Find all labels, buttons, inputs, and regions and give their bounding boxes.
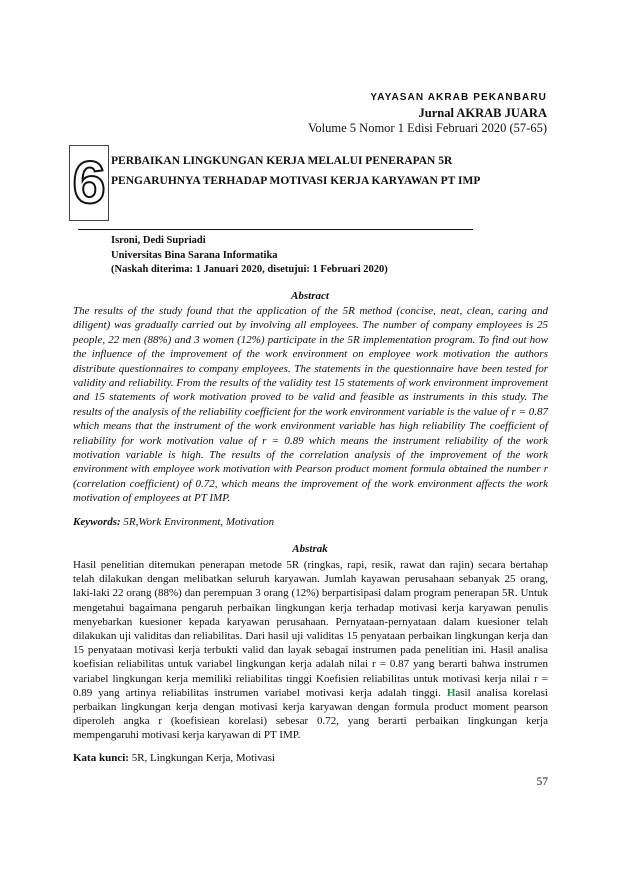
author-block	[111, 234, 388, 278]
keywords-english	[73, 516, 274, 528]
abstract-english-body: The results of the study found that the application of the 5R method (concise, neat, clean, caring and diligent) was gradually carried out by involving all employees. The number of company employees is 25 people, 22 men (88%) and 3 women (12%) participate in the 5R implementation program. To find out how the influence of the improvement of the work environment on employee work motivation the authors distribute questionnaires to company employees. The statements in the questionnaire have been tested for validity and reliability. From the results of the validity test 15 statements of work environment improvement and 15 statements of work motivation proved to be valid and feasible as instruments in this study. The results of the analysis of the reliability coefficient for the work environment variable is the value of r = 0.87 which means that the instrument of the work environment variable has high reliability The coefficient of reliability for work motivation value of r = 0.89 which means the instrument reliability of the work motivation variable is high. The results of the correlation analysis of the improvement of the work environment with employee work motivation with Pearson product moment formula obtained the number r (correlation coefficient) of 0.72, which means the improvement of the work environment affects the work motivation of employees at PT IMP.	[73, 305, 548, 505]
chapter-number: 6	[72, 149, 106, 216]
title-line-2: PENGARUHNYA TERHADAP MOTIVASI KERJA KARYAWAN PT IMP	[111, 175, 481, 187]
journal-name: Jurnal AKRAB JUARA	[418, 106, 547, 120]
page-number: 57	[536, 776, 548, 788]
volume-info: Volume 5 Nomor 1 Edisi Februari 2020 (57-65)	[308, 121, 547, 135]
abstrak-heading: Abstrak	[292, 543, 328, 555]
title-line-1: PERBAIKAN LINGKUNGAN KERJA MELALUI PENERAPAN 5R	[111, 155, 453, 167]
abstrak-part-1: Hasil penelitian ditemukan penerapan metode 5R (ringkas, rapi, resik, rawat dan rajin) secara bertahap telah dilakukan dengan melibatkan seluruh karyawan. Jumlah kayawan perusahaan sebanyak 25 orang, laki-laki 22 orang (88%) dan perempuan 3 orang (12%) berpartisipasi dalam program penerapan 5R. Untuk mengetahui bagaimana pengaruh perbaikan lingkungan kerja terhadap motivasi kerja karyawan penulis menyebarkan kuesioner kepada karyawan perusahaan. Pernyataan-pernyataan dalam kuesioner telah dilakukan uji validitas dan reliabilitas. Dari hasil uji validitas 15 penyataan perbaikan lingkungan kerja dan 15 penyataan motivasi kerja terbukti valid dan layak sebagai instrumen pada penelitian ini. Hasil analisa koefisian reliabilitas untuk variabel lingkungan kerja adalah nilai r = 0.87 yang berarti bahwa instrumen variabel lingkungan kerja memiliki reliabilitas tinggi Koefisien reliabilitas untuk motivasi kerja nilai r = 0.89 yang artinya reliabilitas instrumen variabel motivasi kerja adalah tinggi.	[73, 559, 548, 699]
abstrak-indonesian-body	[73, 558, 548, 743]
article-title	[111, 151, 551, 191]
publisher-name: YAYASAN AKRAB PEKANBARU	[370, 92, 547, 103]
received-dates: (Naskah diterima: 1 Januari 2020, disetujui: 1 Februari 2020)	[111, 264, 388, 275]
title-divider	[78, 229, 473, 230]
kata-kunci-label: Kata kunci:	[73, 752, 129, 764]
chapter-number-box	[69, 145, 109, 221]
journal-header	[308, 92, 547, 136]
kata-kunci-list: 5R, Lingkungan Kerja, Motivasi	[128, 752, 275, 764]
keywords-list: 5R,Work Environment, Motivation	[120, 516, 275, 528]
keywords-label: Keywords:	[73, 516, 121, 528]
author-names: Isroni, Dedi Supriadi	[111, 235, 206, 246]
highlighted-char: H	[446, 686, 456, 699]
abstrak-part-2: asil analisa korelasi perbaikan lingkungan kerja dengan motivasi kerja karyawan dengan formula product moment pearson diperoleh angka r (koefisiean korelasi) sebesar 0.72, yang berarti perbaikan lingkungan kerja mempengaruhi motivasi kerja karyawan di PT IMP.	[73, 686, 548, 742]
author-affiliation: Universitas Bina Sarana Informatika	[111, 249, 278, 261]
keywords-indonesian	[73, 752, 275, 764]
abstract-heading: Abstract	[291, 290, 329, 302]
